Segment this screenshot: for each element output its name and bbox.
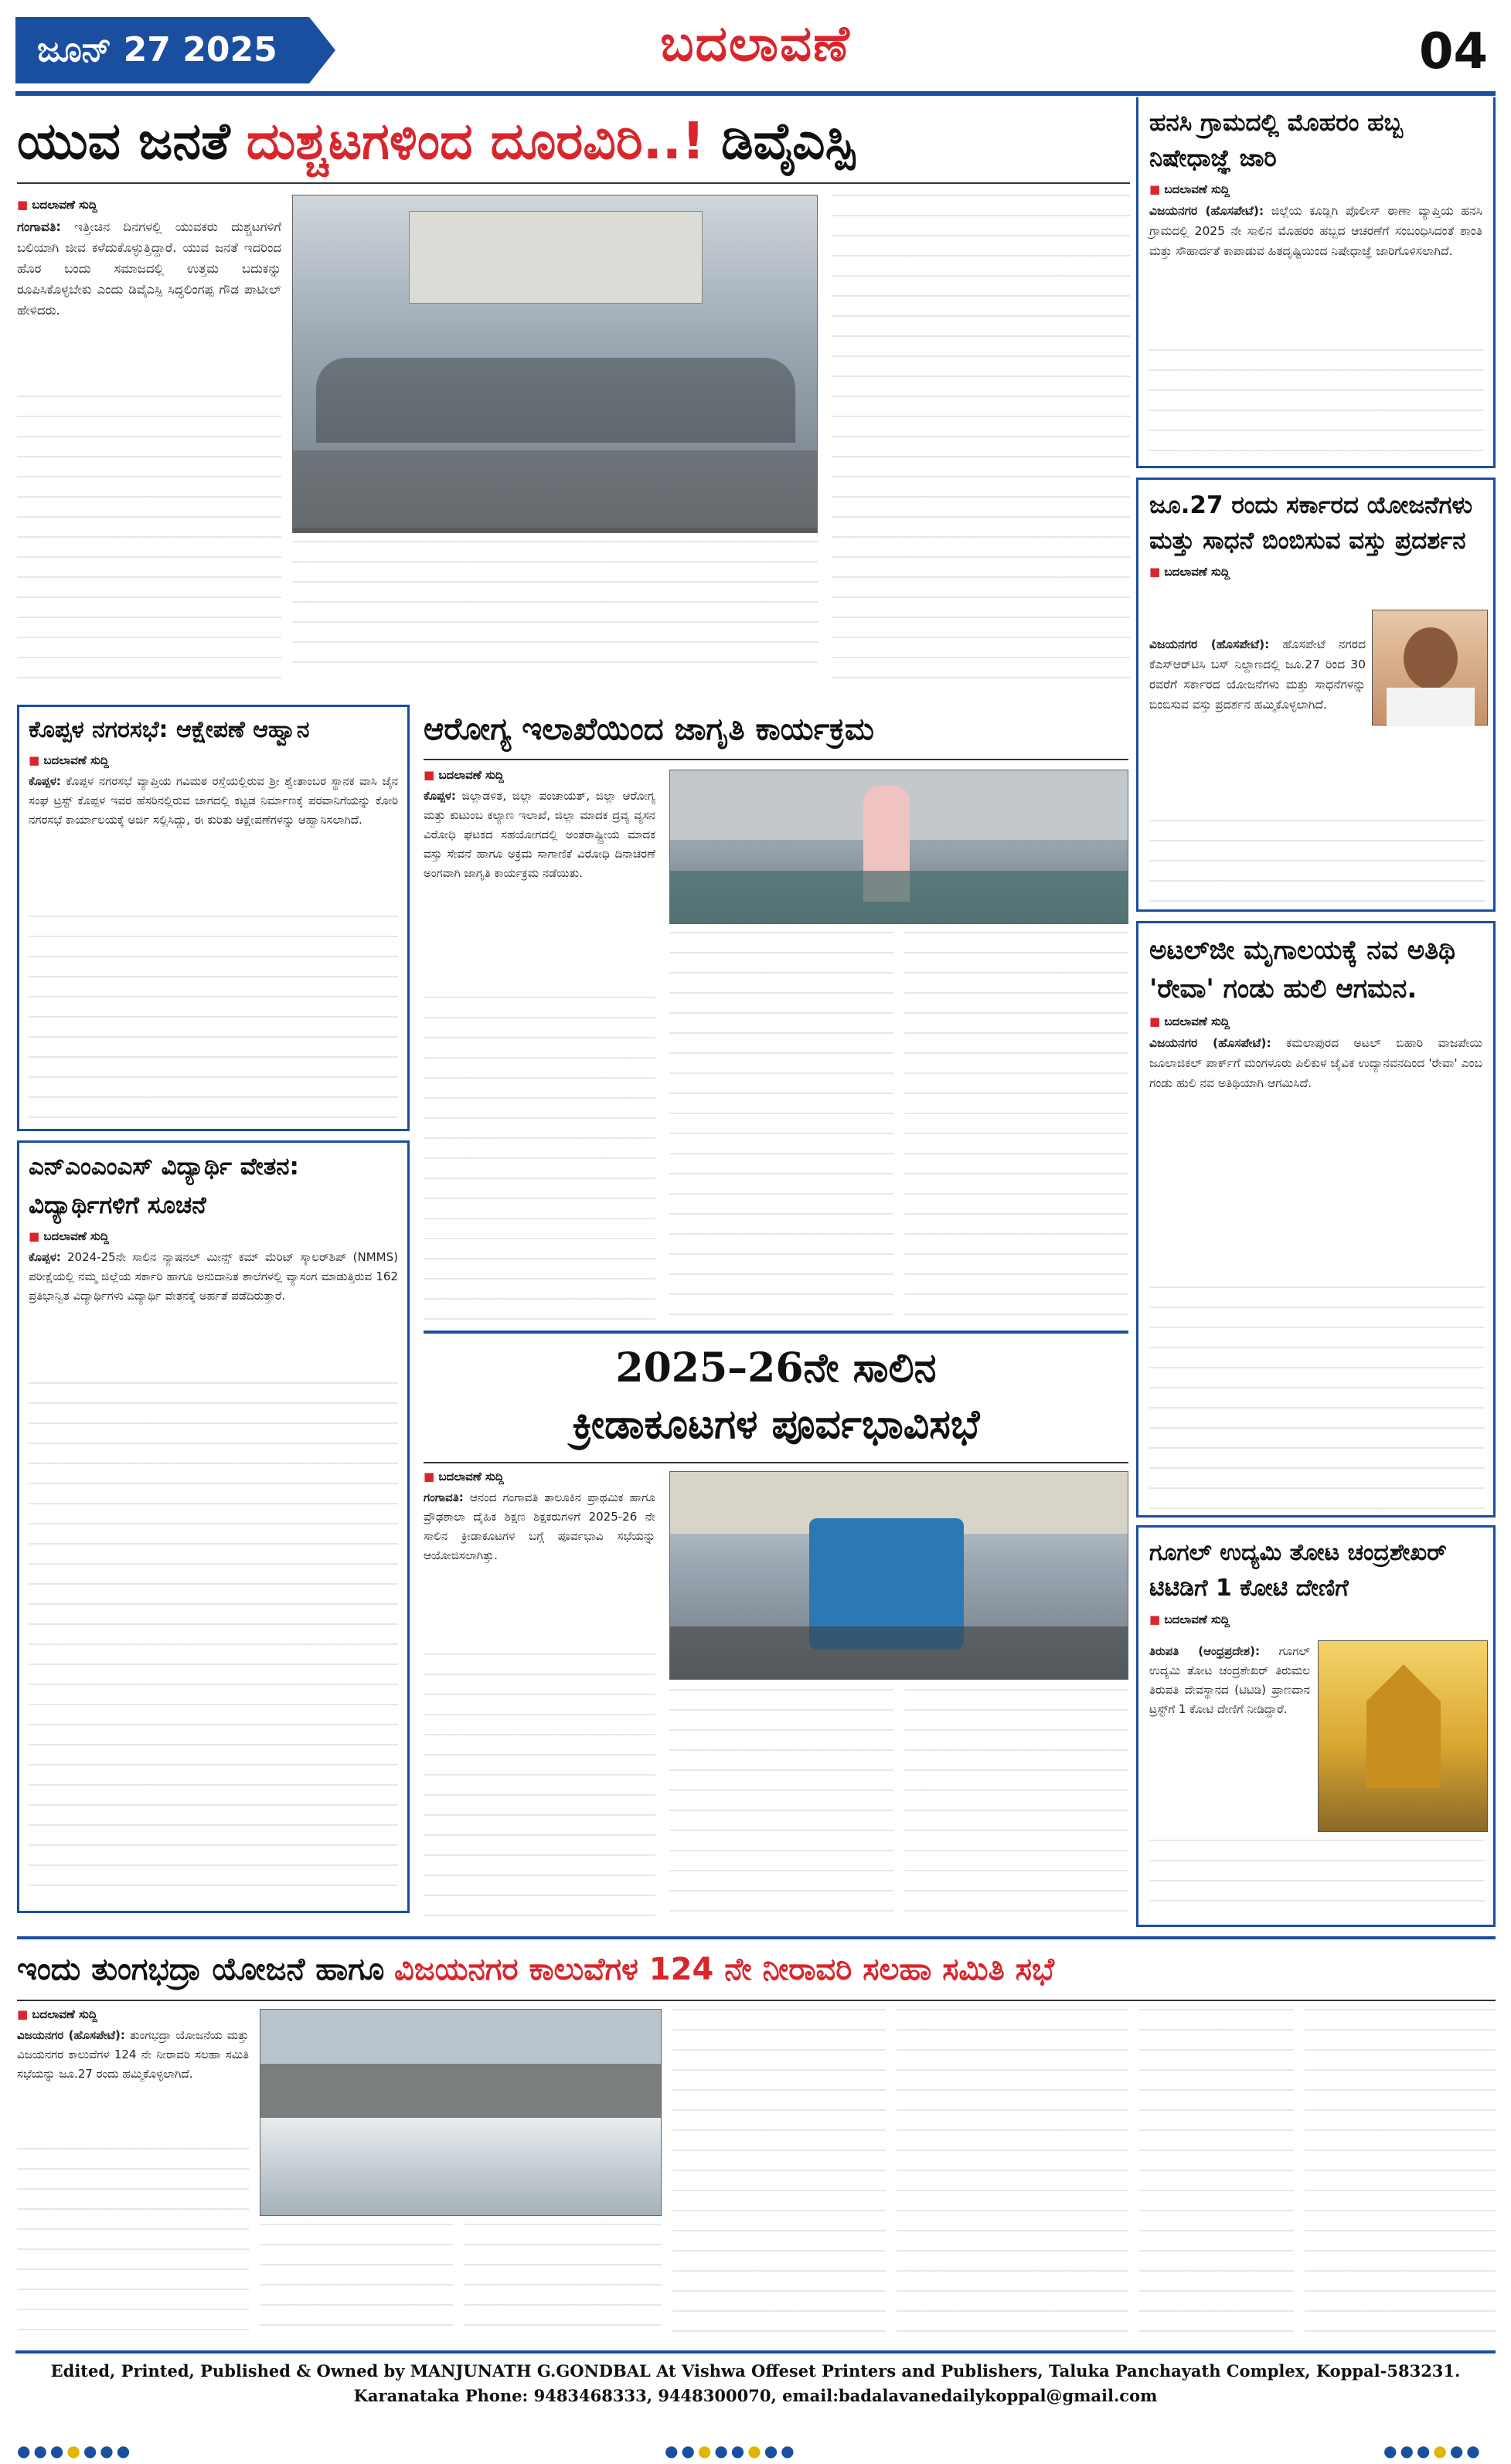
- hanasi-lead-text: [1149, 201, 1482, 261]
- dam-photo: [260, 2009, 662, 2216]
- dateline: ಕೊಪ್ಪಳ:: [424, 789, 456, 803]
- tungabhadra-column-4: [672, 2009, 886, 2341]
- atalji-text-continued: [1149, 1286, 1485, 1511]
- byline: ■ ಬದಲಾವಣೆ ಸುದ್ದಿ: [424, 1470, 655, 1483]
- dateline: ತಿರುಪತಿ (ಆಂಧ್ರಪ್ರದೇಶ):: [1149, 1644, 1260, 1658]
- youth-headline: [17, 107, 1130, 176]
- nmms-lead-text: [29, 1248, 398, 1306]
- byline: ■ ಬದಲಾವಣೆ ಸುದ್ದಿ: [1149, 182, 1482, 196]
- sports-headline: [424, 1341, 1128, 1454]
- tirumala-lead-text: [1149, 1642, 1310, 1719]
- dateline: ಕೊಪ್ಪಳ:: [29, 1250, 61, 1264]
- health-column-3: [904, 932, 1128, 1321]
- atalji-headline: ಅಟಲ್‌ಜೀ ಮೃಗಾಲಯಕ್ಕೆ ನವ ಅತಿಥಿ 'ರೇವಾ' ಗಂಡು ಹುಲಿ ಆಗಮನ.: [1149, 935, 1456, 1004]
- youth-headline-part2: ದುಶ್ಚಟಗಳಿಂದ ದೂರವಿರಿ..!: [246, 111, 705, 171]
- sports-lead-text: [424, 1488, 655, 1565]
- exhibition-text-continued: [1149, 820, 1485, 905]
- exhibition-lead-text: [1149, 634, 1366, 715]
- byline: ■ ಬದಲಾವಣೆ ಸುದ್ದಿ: [17, 2007, 249, 2021]
- tirumala-lead: ಗೂಗಲ್ ಉದ್ಯಮಿ ತೋಟ ಚಂದ್ರಶೇಖರ್ ತಿರುಮಲ ತಿರುಪತಿ ದೇವಸ್ಥಾನದ (ಟಿಟಿಡಿ) ಪ್ರಾಣದಾನ ಟ್ರಸ್ಟ್‌ಗೆ 1 ಕೋಟಿ ದೇಣಿಗೆ ನೀಡಿದ್ದಾರೆ.: [1149, 1644, 1310, 1716]
- dateline: ಗಂಗಾವತಿ:: [424, 1490, 464, 1504]
- dateline: ಕೊಪ್ಪಳ:: [29, 774, 61, 788]
- dateline: ಗಂಗಾವತಿ:: [17, 219, 61, 234]
- dateline: ವಿಜಯನಗರ (ಹೊಸಪೇಟೆ):: [17, 2028, 125, 2042]
- youth-column-3: [832, 195, 1130, 681]
- byline: ■ ಬದಲಾವಣೆ ಸುದ್ದಿ: [1149, 565, 1482, 579]
- byline: ■ ಬದಲಾವಣೆ ಸುದ್ದಿ: [29, 1229, 398, 1243]
- hanasi-headline: ಹನಸಿ ಗ್ರಾಮದಲ್ಲಿ ಮೊಹರಂ ಹಬ್ಬ ನಿಷೇಧಾಜ್ಞೆ ಜಾರಿ: [1149, 109, 1404, 172]
- tungabhadra-headline-part1: ಇಂದು ತುಂಗಭದ್ರಾ ಯೋಜನೆ ಹಾಗೂ: [17, 1952, 385, 1987]
- nmms-lead: 2024-25ನೇ ಸಾಲಿನ ನ್ಯಾಷನಲ್ ಮೀನ್ಸ್ ಕಮ್ ಮೆರಿಟ್ ಸ್ಕಾಲರ್‌ಶಿಪ್ (NMMS) ಪರೀಕ್ಷೆಯಲ್ಲಿ ನಮ್ಮ ಜಿಲ್ಲೆಯ ಸರ್ಕಾರಿ ಹಾಗೂ ಅನುದಾನಿತ ಶಾಲೆಗಳಲ್ಲಿ ವ್ಯಾಸಂಗ ಮಾಡುತ್ತಿರುವ 162 ಪ್ರತಿಭಾನ್ವಿತ ವಿದ್ಯಾರ್ಥಿಗಳು ವಿದ್ಯಾರ್ಥಿ ವೇತನಕ್ಕೆ ಅರ್ಹತೆ ಪಡೆದಿರುತ್ತಾರೆ.: [29, 1250, 398, 1303]
- youth-photo: [292, 195, 818, 533]
- sports-photo: [669, 1471, 1128, 1680]
- footer-imprint: Edited, Printed, Published & Owned by MANJUNATH G.GONDBAL At Vishwa Offeset Printers and Publishers, Taluka Panchayath Complex, Koppal-583231.: [50, 2361, 1461, 2381]
- health-column-1: [424, 768, 655, 883]
- youth-lead: ಇತ್ತೀಚಿನ ದಿನಗಳಲ್ಲಿ ಯುವಕರು ದುಶ್ಚಟಗಳಿಗೆ ಬಲಿಯಾಗಿ ಜೀವ ಕಳೆದುಕೊಳ್ಳುತ್ತಿದ್ದಾರೆ. ಯುವ ಜನತೆ ಇದರಿಂದ ಹೊರ ಬಂದು ಸಮಾಜದಲ್ಲಿ ಉತ್ತಮ ಬದುಕನ್ನು ರೂಪಿಸಿಕೊಳ್ಳಬೇಕು ಎಂದು ಡಿವೈಎಸ್ಪಿ ಸಿದ್ಧಲಿಂಗಪ್ಪ ಗೌಡ ಪಾಟೀಲ್ ಹೇಳಿದರು.: [17, 219, 282, 318]
- tungabhadra-column-2: [260, 2224, 453, 2341]
- atalji-lead-text: [1149, 1033, 1482, 1093]
- sports-column-3: [904, 1689, 1128, 1922]
- sports-headline-line1: 2025–26ನೇ ಸಾಲಿನ: [615, 1344, 937, 1392]
- health-text-continued: [424, 997, 655, 1321]
- sports-headline-line2: ಕ್ರೀಡಾಕೂಟಗಳ ಪೂರ್ವಭಾವಿಸಭೆ: [572, 1402, 980, 1448]
- health-column-2: [669, 932, 893, 1321]
- byline: ■ ಬದಲಾವಣೆ ಸುದ್ದಿ: [17, 198, 281, 212]
- sports-column-1: [424, 1470, 655, 1565]
- tungabhadra-column-7: [1305, 2009, 1496, 2341]
- tungabhadra-column-3: [464, 2224, 662, 2341]
- masthead: ಬದಲಾವಣೆ: [660, 15, 851, 73]
- dateline: ವಿಜಯನಗರ (ಹೊಸಪೇಟೆ):: [1149, 1036, 1271, 1050]
- nmms-headline: ಎನ್‌ಎಂಎಂಎಸ್ ವಿದ್ಯಾರ್ಥಿ ವೇತನ: ವಿದ್ಯಾರ್ಥಿಗಳಿಗೆ ಸೂಚನೆ: [29, 1153, 299, 1219]
- footer-dots-left: ●●●●●●●: [17, 2442, 134, 2460]
- tungabhadra-column-1: [17, 2007, 249, 2084]
- tungabhadra-headline: [17, 1946, 1496, 1993]
- header-rule: [15, 91, 1496, 96]
- sports-column-2: [669, 1689, 893, 1922]
- exhibition-lead: ಹೊಸಪೇಟೆ ನಗರದ ಕೆಎಸ್ಆರ್‌ಟಿಸಿ ಬಸ್ ನಿಲ್ದಾಣದಲ್ಲಿ ಜೂ.27 ರಿಂದ 30 ರವರೆಗೆ ಸರ್ಕಾರದ ಯೋಜನೆಗಳು ಮತ್ತು ಸಾಧನೆಗಳನ್ನು ಬಿಂಬಿಸುವ ವಸ್ತು ಪ್ರದರ್ಶನ ಹಮ್ಮಿಕೊಳ್ಳಲಾಗಿದೆ.: [1149, 637, 1366, 712]
- temple-photo: [1318, 1640, 1488, 1832]
- youth-column-1: [17, 198, 281, 321]
- byline: ■ ಬದಲಾವಣೆ ಸುದ್ದಿ: [424, 768, 655, 782]
- divider: [17, 2000, 1496, 2001]
- youth-lead-text: [17, 216, 281, 321]
- health-lead-text: [424, 787, 655, 883]
- footer-dots-right: ●●●●●●: [1383, 2442, 1483, 2460]
- exhibition-box: [1136, 478, 1496, 912]
- tirumala-text-continued: [1149, 1840, 1485, 1920]
- youth-headline-part1: ಯುವ ಜನತೆ: [17, 111, 230, 171]
- hanasi-lead: ಜಿಲ್ಲೆಯ ಕೂಡ್ಲಿಗಿ ಪೊಲೀಸ್ ಠಾಣಾ ವ್ಯಾಪ್ತಿಯ ಹನಸಿ ಗ್ರಾಮದಲ್ಲಿ 2025 ನೇ ಸಾಲಿನ ಮೊಹರಂ ಹಬ್ಬದ ಆಚರಣೆಗೆ ಸಂಬಂಧಿಸಿದಂತೆ ಶಾಂತಿ ಮತ್ತು ಸೌಹಾರ್ದತೆ ಕಾಪಾಡುವ ಹಿತದೃಷ್ಟಿಯಿಂದ ನಿಷೇಧಾಜ್ಞೆ ಜಾರಿಗೊಳಿಸಲಾಗಿದೆ.: [1149, 204, 1482, 258]
- footer-dots-center: ●●●●●●●●: [665, 2442, 798, 2460]
- footer-contact: Karanataka Phone: 9483468333, 9448300070, email:badalavanedailykoppal@gmail.com: [353, 2386, 1158, 2405]
- tungabhadra-text-continued: [17, 2148, 249, 2341]
- koppal-objection-text-continued: [29, 916, 398, 1124]
- byline: ■ ಬದಲಾವಣೆ ಸುದ್ದಿ: [1149, 1014, 1482, 1028]
- page-number: 04: [1418, 23, 1488, 80]
- sports-text-continued: [424, 1653, 655, 1922]
- tungabhadra-lead: ತುಂಗಭದ್ರಾ ಯೋಜನೆಯ ಮತ್ತು ವಿಜಯನಗರ ಕಾಲುವೆಗಳ 124 ನೇ ನೀರಾವರಿ ಸಲಹಾ ಸಮಿತಿ ಸಭೆಯನ್ನು ಜೂ.27 ರಂದು ಹಮ್ಮಿಕೊಳ್ಳಲಾಗಿದೆ.: [17, 2028, 249, 2081]
- exhibition-headline: ಜೂ.27 ರಂದು ಸರ್ಕಾರದ ಯೋಜನೆಗಳು ಮತ್ತು ಸಾಧನೆ ಬಿಂಬಿಸುವ ವಸ್ತು ಪ್ರದರ್ಶನ: [1149, 491, 1473, 555]
- footer-rule: [15, 2350, 1496, 2354]
- health-lead: ಜಿಲ್ಲಾಡಳಿತ, ಜಿಲ್ಲಾ ಪಂಚಾಯತ್, ಜಿಲ್ಲಾ ಆರೋಗ್ಯ ಮತ್ತು ಕುಟುಂಬ ಕಲ್ಯಾಣ ಇಲಾಖೆ, ಜಿಲ್ಲಾ ಮಾದಕ ದ್ರವ್ಯ ವ್ಯಸನ ವಿರೋಧಿ ಘಟಕದ ಸಹಯೋಗದಲ್ಲಿ ಅಂತರಾಷ್ಟ್ರೀಯ ಮಾದಕ ವಸ್ತು ಸೇವನೆ ಹಾಗೂ ಅಕ್ರಮ ಸಾಗಾಣಿಕೆ ವಿರೋಧಿ ದಿನಾಚರಣೆ ಅಂಗವಾಗಿ ಜಾಗೃತಿ ಕಾರ್ಯಕ್ರಮ ನಡೆಯಿತು.: [424, 789, 655, 880]
- nmms-box: [17, 1140, 410, 1913]
- atalji-lead: ಕಮಲಾಪುರದ ಅಟಲ್ ಬಿಹಾರಿ ವಾಜಪೇಯಿ ಜೂಲಾಜಿಕಲ್ ಪಾರ್ಕ್‌ಗೆ ಮಂಗಳೂರು ಪಿಲಿಕುಳ ಜೈವಿಕ ಉದ್ಯಾನವನದಿಂದ 'ರೇವಾ' ಎಂಬ ಗಂಡು ಹುಲಿ ನವ ಅತಿಥಿಯಾಗಿ ಆಗಮಿಸಿದೆ.: [1149, 1036, 1482, 1090]
- divider: [17, 182, 1130, 184]
- dateline: ವಿಜಯನಗರ (ಹೊಸಪೇಟೆ):: [1149, 204, 1264, 218]
- koppal-objection-lead-text: [29, 772, 398, 830]
- tirumala-box: [1136, 1525, 1496, 1927]
- health-headline-wrap: [424, 706, 1128, 753]
- koppal-objection-box: [17, 705, 410, 1131]
- issue-date: ಜೂನ್ 27 2025: [15, 17, 309, 83]
- officer-portrait: [1372, 610, 1488, 726]
- tirumala-headline: ಗೂಗಲ್ ಉದ್ಯಮಿ ತೋಟ ಚಂದ್ರಶೇಖರ್ ಟಿಟಿಡಿಗೆ 1 ಕೋಟಿ ದೇಣಿಗೆ: [1149, 1539, 1447, 1602]
- nmms-text-continued: [29, 1382, 398, 1905]
- youth-text-bottom: [292, 541, 818, 681]
- divider: [17, 1936, 1496, 1939]
- divider: [424, 1462, 1128, 1463]
- atalji-box: [1136, 921, 1496, 1517]
- dateline: ವಿಜಯನಗರ (ಹೊಸಪೇಟೆ):: [1149, 637, 1270, 651]
- health-headline: ಆರೋಗ್ಯ ಇಲಾಖೆಯಿಂದ ಜಾಗೃತಿ ಕಾರ್ಯಕ್ರಮ: [424, 712, 874, 747]
- byline: ■ ಬದಲಾವಣೆ ಸುದ್ದಿ: [29, 753, 398, 767]
- tungabhadra-lead-text: [17, 2026, 249, 2084]
- divider: [424, 1331, 1128, 1334]
- koppal-objection-lead: ಕೊಪ್ಪಳ ನಗರಸಭೆ ವ್ಯಾಪ್ತಿಯ ಗವಿಮಠ ರಸ್ತೆಯಲ್ಲಿರುವ ಶ್ರೀ ಶ್ವೇತಾಂಬರ ಸ್ಥಾನಕ ವಾಸಿ ಜೈನ ಸಂಘ ಟ್ರಸ್ಟ್ ಕೊಪ್ಪಳ ಇವರ ಹೆಸರಿನಲ್ಲಿರುವ ಜಾಗದಲ್ಲಿ ಕಟ್ಟಡ ನಿರ್ಮಾಣಕ್ಕೆ ಪರವಾನಿಗೆಯನ್ನು ಕೋರಿ ನಗರಸಭೆ ಕಾರ್ಯಾಲಯಕ್ಕೆ ಅರ್ಜಿ ಸಲ್ಲಿಸಿದ್ದು, ಈ ಕುರಿತು ಆಕ್ಷೇಪಣೆಗಳನ್ನು ಆಹ್ವಾನಿಸಲಾಗಿದೆ.: [29, 774, 398, 827]
- byline: ■ ಬದಲಾವಣೆ ಸುದ್ದಿ: [1149, 1613, 1482, 1626]
- youth-headline-part3: ಡಿವೈಎಸ್ಪಿ: [720, 111, 856, 171]
- tungabhadra-column-6: [1139, 2009, 1294, 2341]
- tungabhadra-column-5: [897, 2009, 1128, 2341]
- hanasi-text-continued: [1149, 349, 1484, 457]
- tungabhadra-headline-part2: ವಿಜಯನಗರ ಕಾಲುವೆಗಳ 124 ನೇ ನೀರಾವರಿ ಸಲಹಾ ಸಮಿತಿ ಸಭೆ: [393, 1952, 1054, 1987]
- sports-lead: ಆನಂದ ಗಂಗಾವತಿ ತಾಲೂಕಿನ ಪ್ರಾಥಮಿಕ ಹಾಗೂ ಪ್ರೌಢಶಾಲಾ ದೈಹಿಕ ಶಿಕ್ಷಣ ಶಿಕ್ಷಕರುಗಳಿಗೆ 2025-26 ನೇ ಸಾಲಿನ ಕ್ರೀಡಾಕೂಟಗಳ ಬಗ್ಗೆ ಪೂರ್ವಭಾವಿ ಸಭೆಯನ್ನು ಆಯೋಜಿಸಲಾಗಿತ್ತು.: [424, 1490, 655, 1562]
- divider: [424, 759, 1128, 760]
- koppal-objection-headline: ಕೊಪ್ಪಳ ನಗರಸಭೆ: ಆಕ್ಷೇಪಣೆ ಆಹ್ವಾನ: [29, 716, 310, 743]
- health-photo: [669, 770, 1128, 924]
- youth-text-continued: [17, 396, 281, 681]
